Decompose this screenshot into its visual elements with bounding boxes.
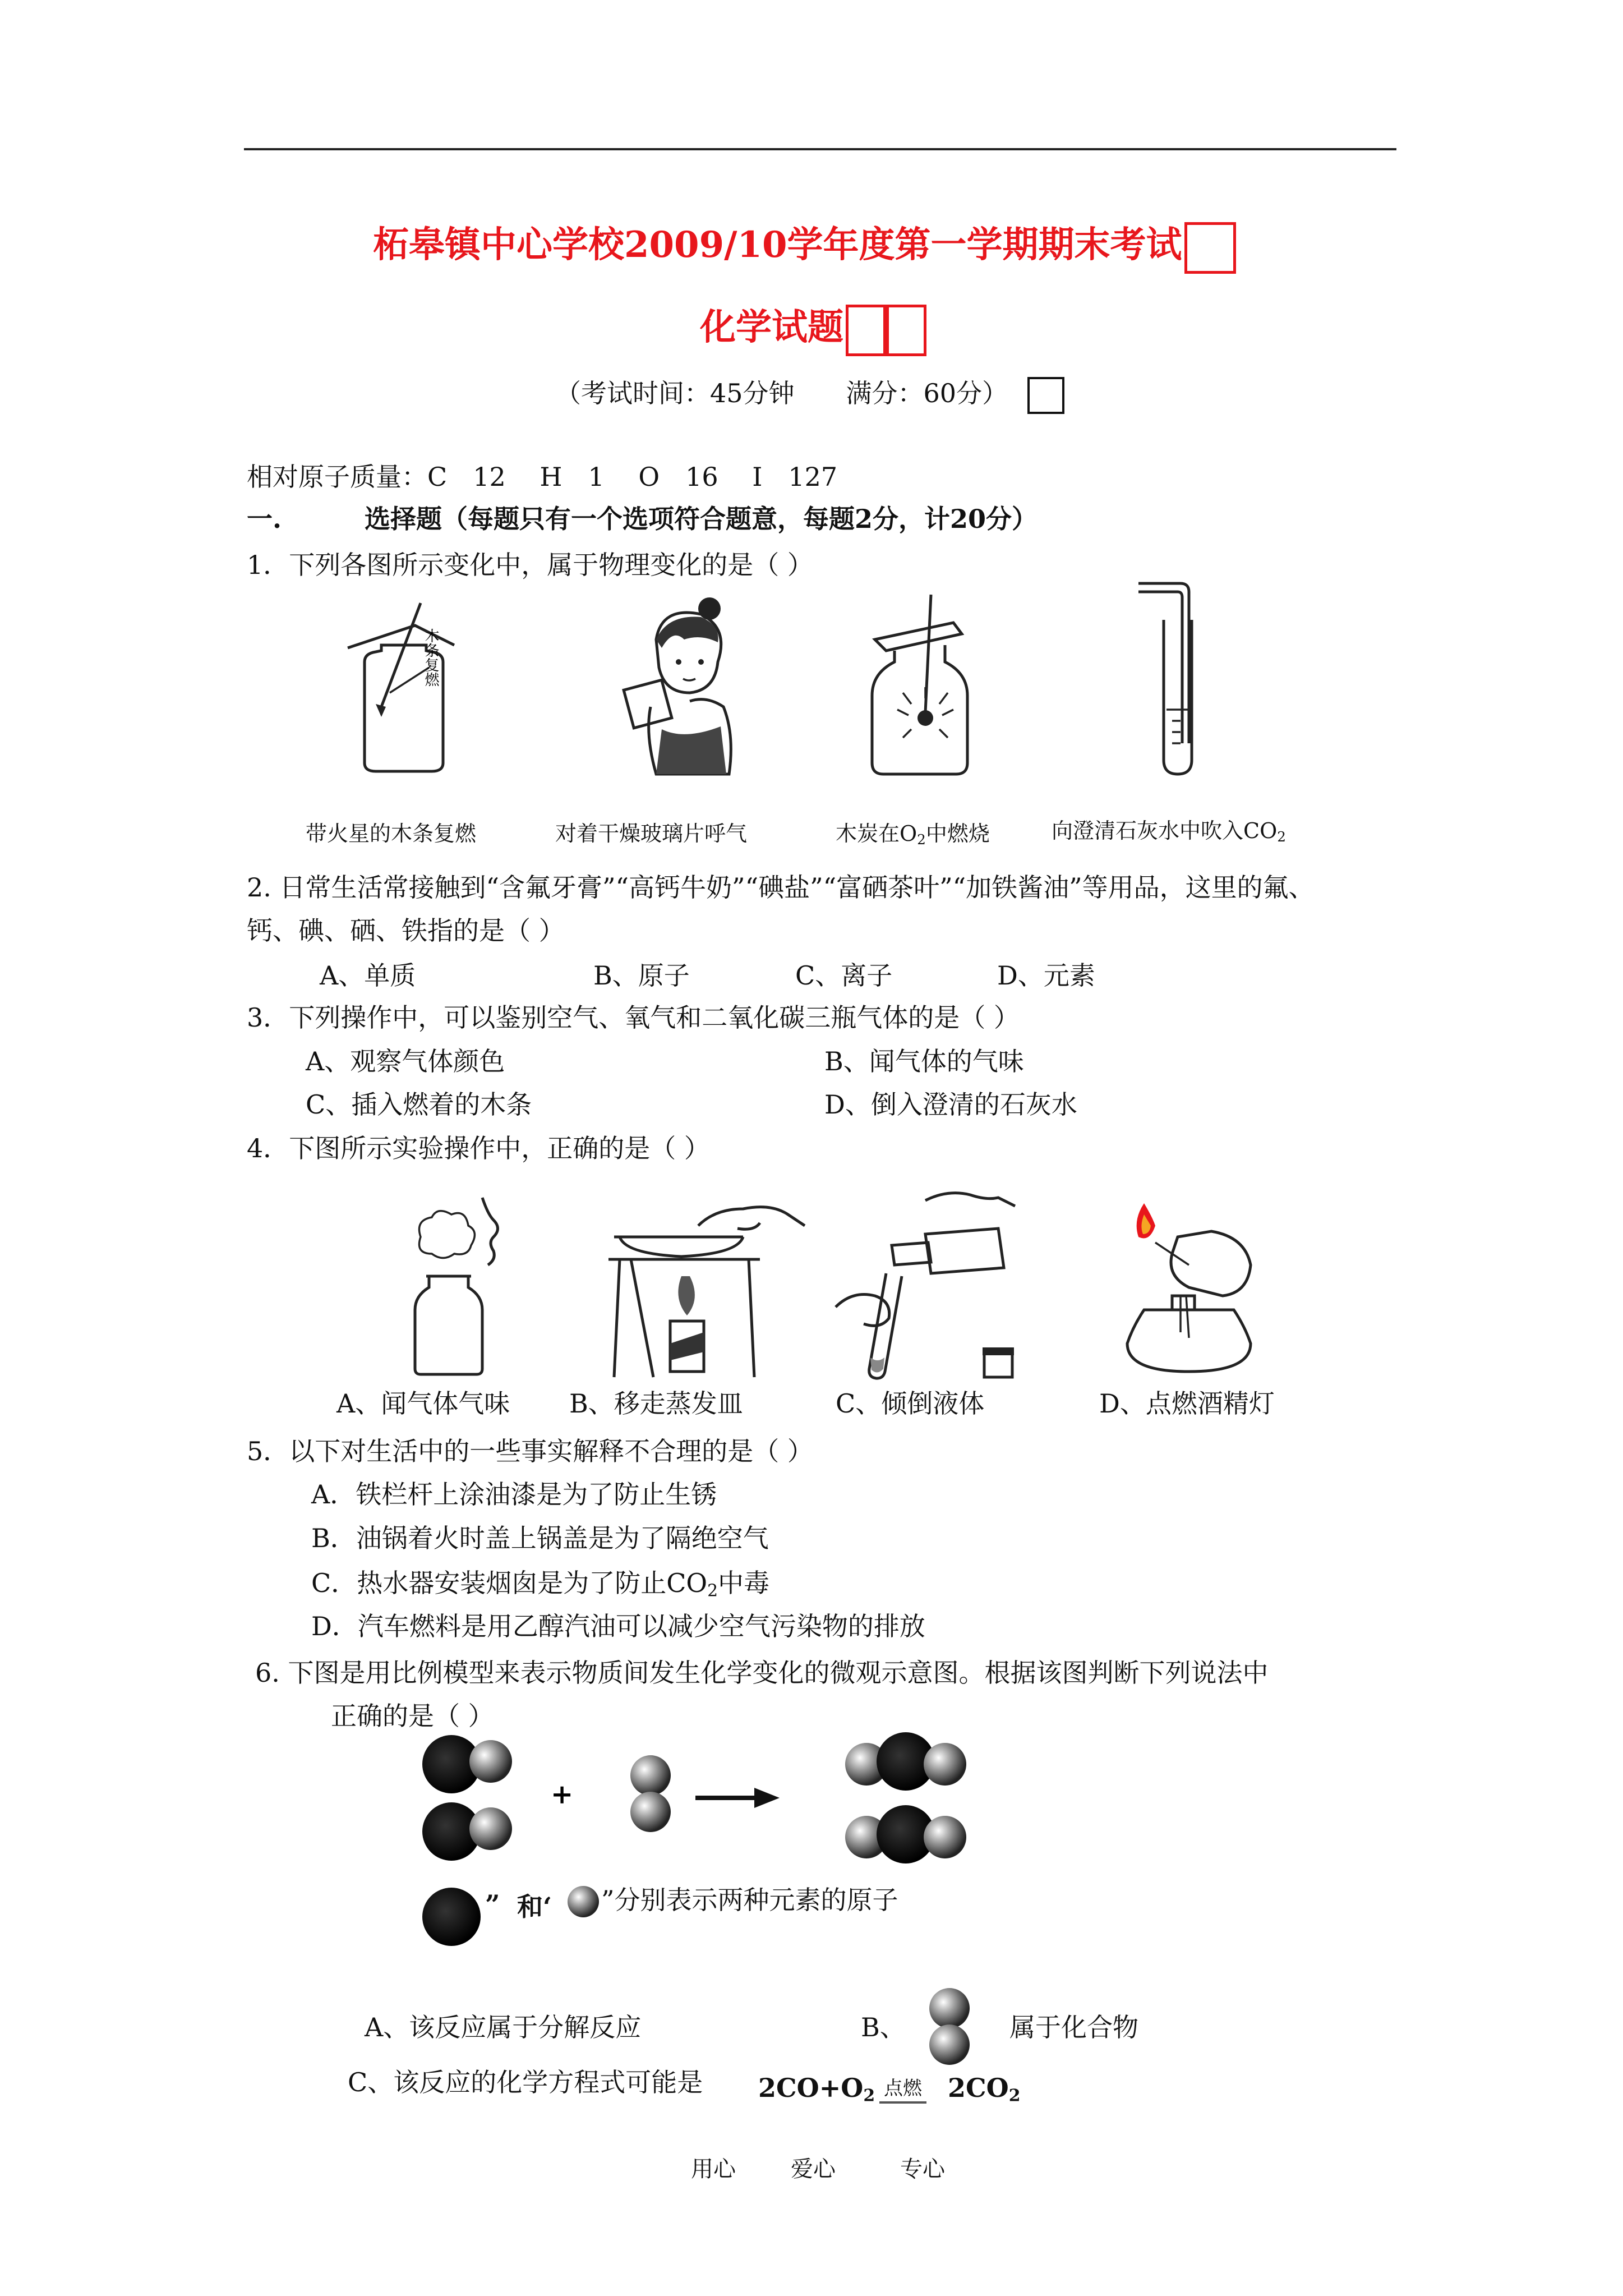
legend-text: ”分别表示两种元素的原子 xyxy=(601,1885,898,1915)
q5-option-d: D．汽车燃料是用乙醇汽油可以减少空气污染物的排放 xyxy=(311,1611,925,1641)
o2-molecule-option xyxy=(924,1986,975,2070)
q6-option-b-prefix: B、 xyxy=(861,2012,906,2042)
q6-option-a: A、该反应属于分解反应 xyxy=(365,2012,642,2042)
q6-stem-line2: 正确的是（ ） xyxy=(331,1701,494,1731)
q6-option-b-suffix: 属于化合物 xyxy=(1009,2012,1138,2042)
title-box xyxy=(1184,222,1236,274)
q2-stem-line1: 2. 日常生活常接触到“含氟牙膏”“高钙牛奶”“碘盐”“富硒茶叶”“加铁酱油”等用品，这里的氟、 xyxy=(247,872,1315,903)
q5-option-a: A．铁栏杆上涂油漆是为了防止生锈 xyxy=(311,1479,717,1510)
legend-quote: ” xyxy=(485,1889,500,1920)
q3-stem: 3．下列操作中，可以鉴别空气、氧气和二氧化碳三瓶气体的是（ ） xyxy=(247,1002,1020,1033)
q6-option-c: C、该反应的化学方程式可能是 xyxy=(348,2067,703,2097)
q5-option-c: C．热水器安装烟囱是为了防止$CO_2$中毒 xyxy=(311,1568,770,1601)
smell-gas-illustration xyxy=(404,1198,527,1377)
q3-option-d: D、倒入澄清的石灰水 xyxy=(824,1089,1077,1120)
alcohol-lamp-illustration xyxy=(1110,1203,1267,1383)
q4-caption-a: A、闻气体气味 xyxy=(336,1388,510,1419)
atomic-masses: 相对原子质量：C 12 H 1 O 16 I 127 xyxy=(247,462,838,492)
equation-left: $2CO+O_2$ xyxy=(758,2073,875,2106)
black-atom-legend xyxy=(422,1888,481,1946)
q3-option-b: B、闻气体的气味 xyxy=(824,1046,1024,1076)
q2-option-a: A、单质 xyxy=(320,960,416,991)
legend-and: 和‘ xyxy=(517,1892,552,1922)
q5-option-b: B．油锅着火时盖上锅盖是为了隔绝空气 xyxy=(311,1523,769,1553)
q1-stem: 1．下列各图所示变化中，属于物理变化的是（ ） xyxy=(247,550,813,580)
co-molecule xyxy=(422,1735,512,1793)
q2-stem-line2: 钙、碘、硒、铁指的是（ ） xyxy=(247,915,565,946)
reaction-arrow xyxy=(695,1788,780,1808)
pour-liquid-illustration xyxy=(830,1189,1032,1380)
footer-text-2: 爱心 xyxy=(791,2156,836,2182)
q2-option-b: B、原子 xyxy=(593,960,690,991)
exam-title xyxy=(373,216,1236,274)
title-box xyxy=(846,305,886,356)
exam-info: （考试时间：45分钟 满分：60分） xyxy=(555,377,1064,414)
q4-caption-c: C、倾倒液体 xyxy=(836,1388,985,1419)
equation-condition: 点燃 xyxy=(879,2073,926,2104)
header-rule xyxy=(244,148,1396,150)
co2-molecule xyxy=(845,1805,966,1864)
o2-molecule xyxy=(630,1755,671,1832)
footer-text-1: 用心 xyxy=(691,2156,736,2182)
q2-option-c: C、离子 xyxy=(795,960,893,991)
reaction-diagram xyxy=(415,1731,987,1955)
exam-subject-title xyxy=(700,298,926,356)
evaporating-dish-illustration xyxy=(603,1192,810,1383)
q1-caption-a: 带火星的木条复燃 xyxy=(306,821,477,846)
q1-caption-b: 对着干燥玻璃片呼气 xyxy=(555,821,748,846)
q1-caption-d: 向澄清石灰水中吹入$CO_2$ xyxy=(1052,818,1286,845)
jar-splint-illustration xyxy=(336,600,471,780)
exam-title-text: 柘皋镇中心学校2009/10学年度第一学期期末考试 xyxy=(373,224,1182,266)
q6-stem-line1: 6. 下图是用比例模型来表示物质间发生化学变化的微观示意图。根据该图判断下列说法中 xyxy=(255,1658,1269,1688)
q4-caption-d: D、点燃酒精灯 xyxy=(1099,1388,1275,1419)
footer-text-3: 专心 xyxy=(900,2156,945,2182)
gray-atom-legend xyxy=(568,1886,599,1917)
girl-breathing-illustration xyxy=(617,595,746,780)
q1-caption-c: 木炭在$O_2$中燃烧 xyxy=(836,821,990,848)
equation-right: $2CO_2$ xyxy=(948,2073,1021,2106)
q5-stem: 5．以下对生活中的一些事实解释不合理的是（ ） xyxy=(247,1436,813,1466)
charcoal-bottle-illustration xyxy=(864,595,976,780)
test-tube-illustration xyxy=(1133,575,1223,777)
q3-option-c: C、插入燃着的木条 xyxy=(306,1089,532,1120)
q2-option-d: D、元素 xyxy=(997,960,1095,991)
section-heading: 选择题（每题只有一个选项符合题意，每题2分，计20分） xyxy=(365,504,1038,534)
co2-molecule xyxy=(845,1732,966,1791)
co-molecule xyxy=(422,1802,512,1861)
plus-sign: + xyxy=(551,1779,574,1810)
q4-caption-b: B、移走蒸发皿 xyxy=(569,1388,743,1419)
title-box xyxy=(886,305,926,356)
section-number: 一. xyxy=(247,504,282,534)
blank-box xyxy=(1027,377,1064,414)
q4-stem: 4．下图所示实验操作中，正确的是（ ） xyxy=(247,1133,710,1163)
subject-title-text: 化学试题 xyxy=(700,306,843,348)
q3-option-a: A、观察气体颜色 xyxy=(306,1046,505,1076)
splint-label: 木条复燃 xyxy=(422,628,439,687)
